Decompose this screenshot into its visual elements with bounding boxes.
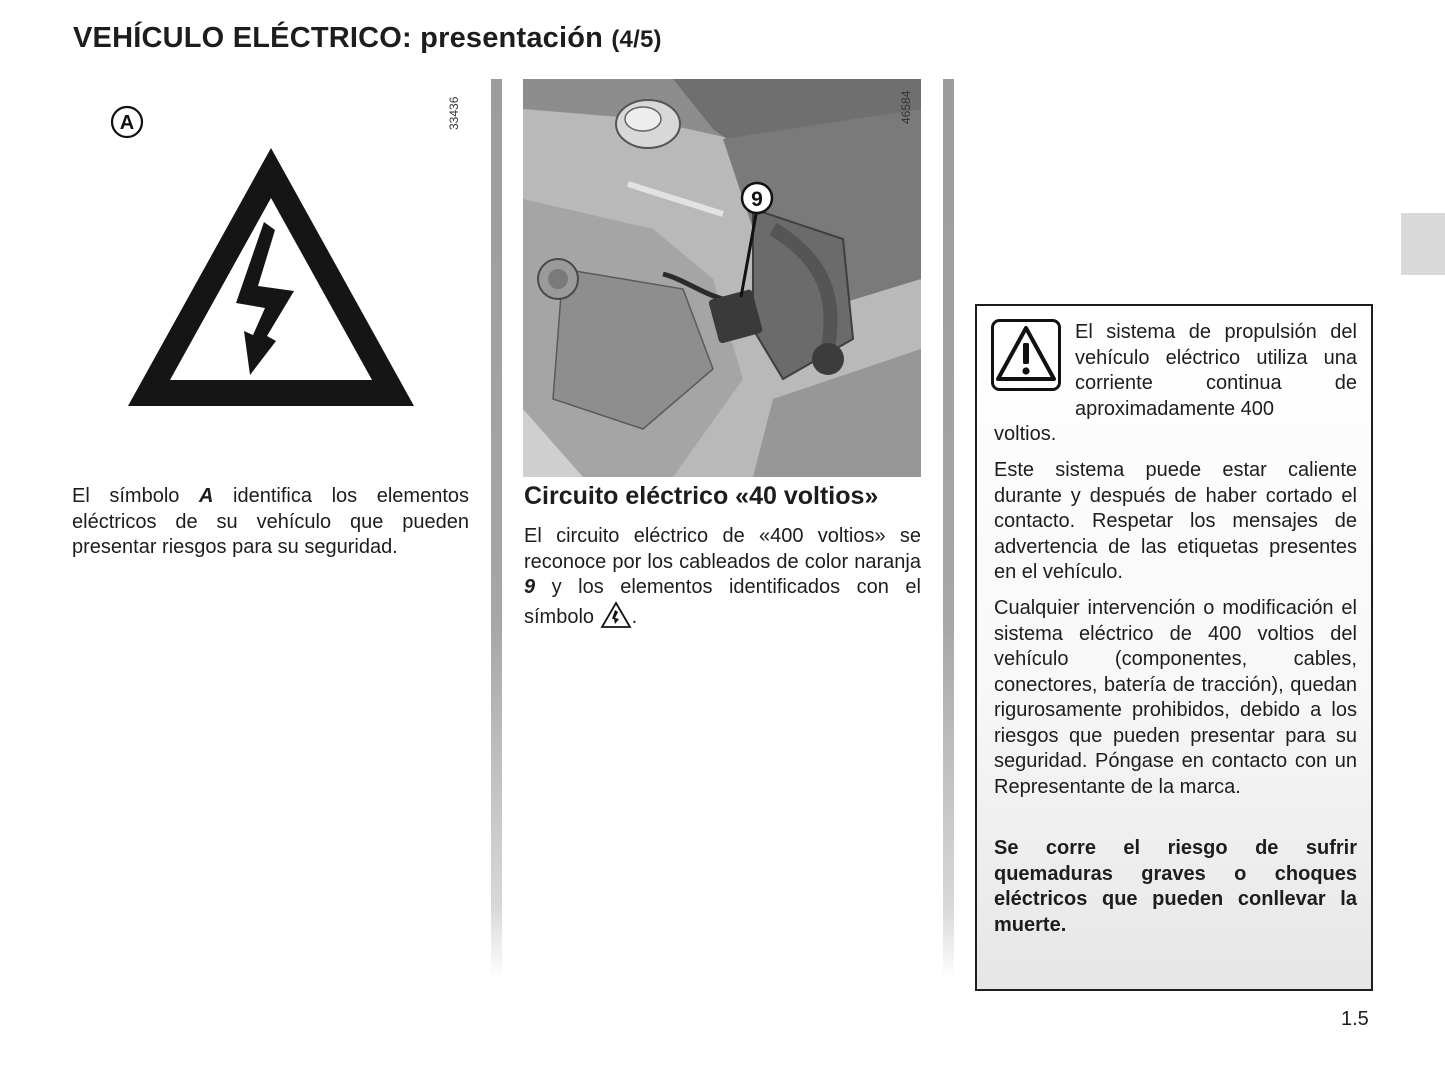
column-divider-left [491, 79, 502, 979]
symbol-a-letter: A [119, 112, 135, 134]
page-title [73, 22, 662, 55]
side-section-tab [1401, 213, 1445, 275]
inline-high-voltage-icon [600, 601, 632, 629]
section-heading: Circuito eléctrico «40 voltios» [524, 482, 879, 510]
page-number: 1.5 [1341, 1008, 1369, 1030]
warning-text-1: El sistema de propulsión del vehículo eléctrico utiliza una corriente continua de aproximadamente 400 [1075, 321, 1357, 420]
callout-9-label: 9 [751, 188, 763, 211]
warning-text-danger: Se corre el riesgo de sufrir quemaduras graves o choques eléctricos que pueden conllevar la muerte. [994, 837, 1357, 936]
symbol-a-label [110, 105, 144, 139]
circuit-description-end: . [631, 605, 638, 628]
title-part: (4/5) [611, 26, 662, 53]
column-divider-right [943, 79, 954, 979]
symbol-reference: A [199, 485, 214, 507]
circuit-description-text-2: y los elementos identificados con el símbolo [524, 576, 921, 628]
warning-box [975, 304, 1373, 991]
circuit-description-text: El circuito eléctrico de «400 voltios» se reconoce por los cableados de color naranja [524, 525, 921, 573]
symbol-description [72, 484, 469, 561]
warning-text-1-end: voltios. [994, 423, 1057, 445]
high-voltage-warning-icon [128, 148, 414, 410]
cable-reference: 9 [524, 576, 536, 598]
warning-icon [991, 319, 1061, 391]
warning-text-3: Cualquier intervención o modificación el sistema eléctrico de 400 voltios del vehículo (componentes, cables, conectores, batería de tracción), quedan rigurosamente prohibidos, debido a los riesgos que pueden presentar para su seguridad. Póngase en contacto con un Representante de la marca. [994, 597, 1357, 798]
symbol-description-text: El símbolo [72, 485, 199, 507]
title-text: VEHÍCULO ELÉCTRICO: presentación [73, 22, 604, 54]
circuit-description [524, 524, 921, 630]
figure-code-middle: 46584 [899, 90, 913, 124]
warning-text-2: Este sistema puede estar caliente durante y después de haber cortado el contacto. Respetar los mensajes de advertencia de las etiquetas presentes en el vehículo. [994, 459, 1357, 583]
engine-bay-photo [523, 79, 921, 477]
figure-code-left: 33436 [447, 96, 461, 130]
symbol-description-text-2: identifica los elementos eléctricos de su vehículo que pueden presentar riesgos para su seguridad. [72, 485, 469, 558]
